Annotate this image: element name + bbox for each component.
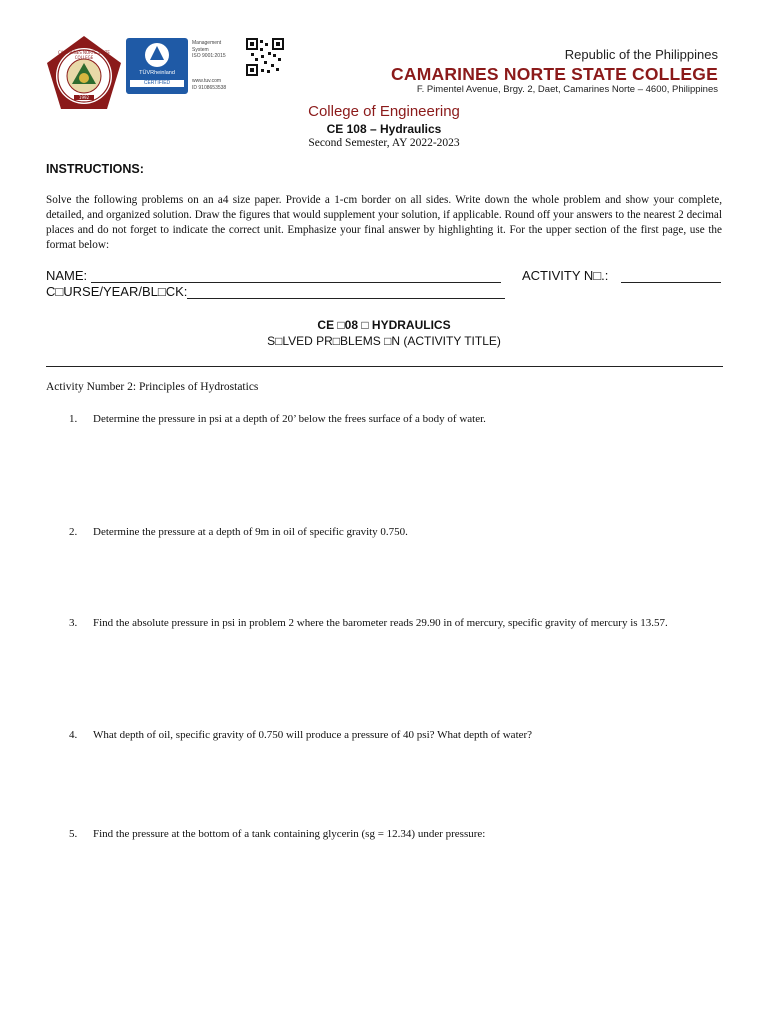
problem-text: Find the absolute pressure in psi in problem 2 where the barometer reads 29.90 in of mercury, specific gravity of mercury is 13.57. [93, 617, 668, 629]
problem-text: Determine the pressure at a depth of 9m in oil of specific gravity 0.750. [93, 526, 408, 538]
seal-text: CAMARINES NORTE STATE COLLEGE [58, 50, 110, 60]
cert-iso: ISO 9001:2015 [192, 53, 226, 59]
course-year-block-label: C□URSE/YEAR/BL□CK: [46, 284, 188, 299]
format-title-line1: CE □08 □ HYDRAULICS [317, 318, 451, 332]
name-label: NAME: [46, 268, 88, 283]
activity-title: Activity Number 2: Principles of Hydrostatics [46, 381, 259, 393]
semester-line: Second Semester, AY 2022-2023 [308, 137, 460, 149]
course-year-block-line [187, 298, 505, 299]
tuv-logo [126, 38, 188, 94]
certification-badge [126, 38, 286, 94]
section-divider [46, 366, 723, 367]
problem-number: 1. [69, 413, 78, 425]
cert-id: ID 9108653538 [192, 84, 227, 91]
tuv-name: TÜVRheinland [139, 70, 175, 76]
problem-number: 2. [69, 526, 78, 538]
cert-management: Management [192, 40, 222, 46]
problem-text: Find the pressure at the bottom of a tank containing glycerin (sg = 12.34) under pressure: [93, 828, 486, 840]
problem-text: Determine the pressure in psi at a depth of 20’ below the frees surface of a body of water. [93, 413, 486, 425]
problem-number: 5. [69, 828, 78, 840]
problem-number: 3. [69, 617, 78, 629]
course-code-title: CE 108 – Hydraulics [326, 122, 442, 136]
department-title: College of Engineering [308, 103, 460, 120]
name-line [91, 282, 501, 283]
tuv-certified: CERTIFIED [130, 80, 184, 87]
republic-line: Republic of the Philippines [564, 47, 718, 62]
problem-text: What depth of oil, specific gravity of 0.750 will produce a pressure of 40 psi? What depth of water? [93, 729, 533, 741]
format-title-line2: S□LVED PR□BLEMS □N (ACTIVITY TITLE) [267, 334, 501, 348]
activity-number-line [621, 282, 721, 283]
college-seal-logo [44, 34, 124, 114]
cert-system: System [192, 46, 209, 53]
instructions-body: Solve the following problems on an a4 size paper. Provide a 1-cm border on all sides. Write down the whole problem and show your complete, detailed, and organized solution. Draw the figures that would supplement your solution, if applicable. Round off your answers to the nearest 2 decimal places and do not forget to indicate the correct unit. Emphasize your final answer by highlighting it. For the upper section of the first page, use the format below: [46, 194, 722, 251]
college-address: F. Pimentel Avenue, Brgy. 2, Daet, Camarines Norte – 4600, Philippines [416, 84, 718, 95]
qr-code-icon [246, 38, 284, 76]
college-name: CAMARINES NORTE STATE COLLEGE [391, 64, 718, 84]
instructions-heading: INSTRUCTIONS: [46, 162, 144, 176]
activity-number-label: ACTIVITY N□.: [522, 268, 609, 283]
seal-year: 1992 [74, 95, 94, 100]
problem-number: 4. [69, 729, 78, 741]
cert-website: www.tuv.com [192, 78, 222, 84]
